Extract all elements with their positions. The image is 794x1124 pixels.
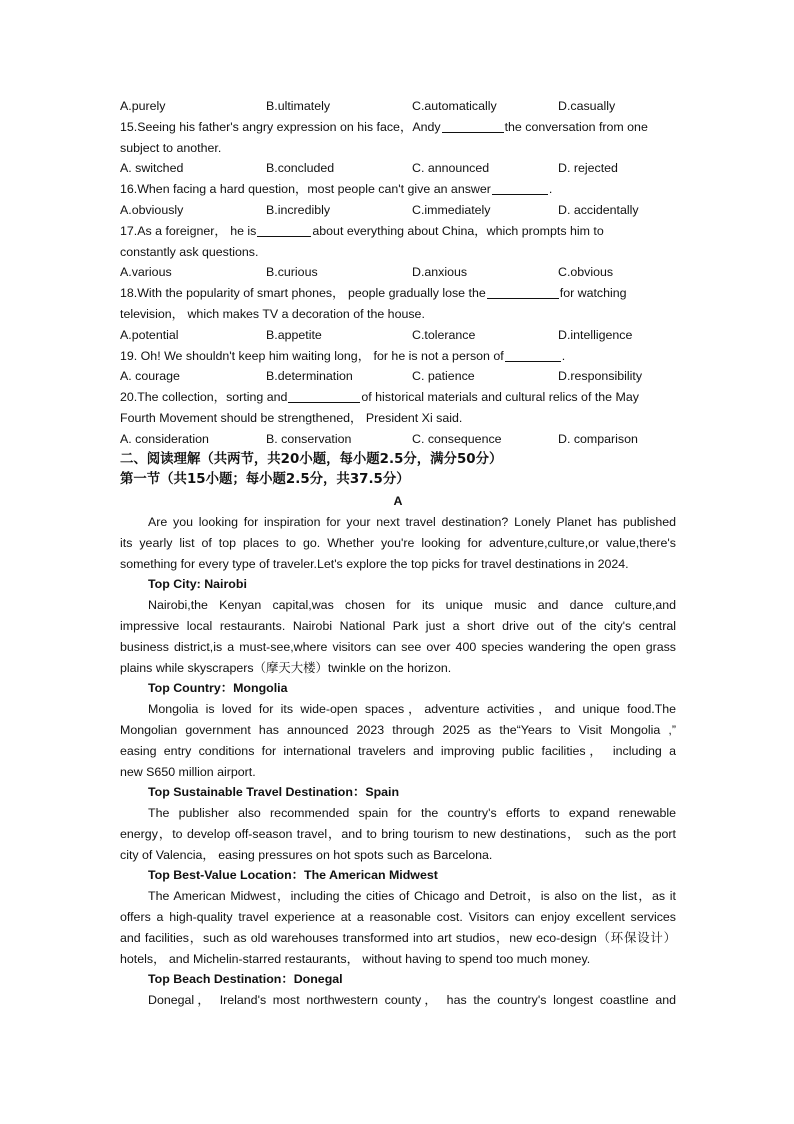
sustainable-line-1: The publisher also recommended spain for the country's efforts to expand renewable xyxy=(148,806,676,821)
q16-option-a[interactable]: A.obviously xyxy=(120,202,184,217)
q15-option-a[interactable]: A. switched xyxy=(120,161,184,176)
beach-subheading: Top Beach Destination：Donegal xyxy=(148,972,343,987)
sustainable-subheading: Top Sustainable Travel Destination：Spain xyxy=(148,785,400,800)
answer-blank xyxy=(442,119,504,133)
q16-option-d[interactable]: D. accidentally xyxy=(558,202,639,217)
value-line-3: and facilities，such as old warehouses transformed into art studios，new eco-design（环保设计） xyxy=(120,930,676,945)
q14-options xyxy=(120,96,676,117)
q18-option-b[interactable]: B.appetite xyxy=(266,327,322,342)
q19-options xyxy=(120,366,676,387)
q20-option-c[interactable]: C. consequence xyxy=(412,431,502,446)
city-line-2: impressive local restaurants. Nairobi National Park just a short drive out of the city's central xyxy=(120,618,676,633)
answer-blank xyxy=(487,285,559,299)
city-line-3: business district,is a must-see,where visitors can see over 400 species wandering the open grass xyxy=(120,639,676,654)
q20-stem-line2: Fourth Movement should be strengthened， President Xi said. xyxy=(120,410,463,425)
q18-option-a[interactable]: A.potential xyxy=(120,327,179,342)
q17-options xyxy=(120,262,676,283)
answer-blank xyxy=(492,181,548,195)
intro-line-3: something for every type of traveler.Let's explore the top picks for travel destinations in 2024. xyxy=(120,556,629,571)
q20-option-d[interactable]: D. comparison xyxy=(558,431,638,446)
answer-blank xyxy=(257,223,311,237)
answer-blank xyxy=(505,348,561,362)
city-line-1: Nairobi,the Kenyan capital,was chosen for its unique music and dance culture,and xyxy=(148,598,676,613)
passage-label: A xyxy=(393,494,403,509)
value-subheading: Top Best-Value Location：The American Midwest xyxy=(148,868,438,883)
part-heading: 第一节（共15小题；每小题2.5分，共37.5分） xyxy=(120,472,410,488)
value-line-4: hotels， and Michelin-starred restaurants， without having to spend too much money. xyxy=(120,951,591,966)
q16-option-b[interactable]: B.incredibly xyxy=(266,202,331,217)
q15-options xyxy=(120,158,676,179)
answer-blank xyxy=(288,389,360,403)
country-line-4: new S650 million airport. xyxy=(120,764,256,779)
q17-option-b[interactable]: B.curious xyxy=(266,265,318,280)
value-line-2: offers a high-quality travel experience at a reasonable cost. Visitors can enjoy excellent services xyxy=(120,910,676,925)
q14-option-c[interactable]: C.automatically xyxy=(412,99,497,113)
q18-option-d[interactable]: D.intelligence xyxy=(558,327,633,342)
q17-option-c[interactable]: C.obvious xyxy=(558,265,614,280)
q17-stem-line2: constantly ask questions. xyxy=(120,244,259,259)
q15-stem-line2: subject to another. xyxy=(120,140,222,155)
q20-options xyxy=(120,429,676,450)
q19-option-c[interactable]: C. patience xyxy=(412,369,475,384)
sustainable-line-2: energy，to develop off-season travel，and to bring tourism to new destinations， such as the port xyxy=(120,826,676,841)
q17-option-a[interactable]: A.various xyxy=(120,265,172,280)
intro-line-1: Are you looking for inspiration for your next travel destination? Lonely Planet has published xyxy=(148,514,676,529)
q17-stem-line1: 17.As a foreigner， he is about everything about China，which prompts him to xyxy=(120,223,604,238)
q20-option-b[interactable]: B. conservation xyxy=(266,431,352,446)
city-subheading: Top City: Nairobi xyxy=(148,577,247,592)
country-subheading: Top Country：Mongolia xyxy=(148,681,288,696)
country-line-3: easing entry conditions for international travelers and improving public facilities， including a xyxy=(120,743,676,758)
intro-line-2: its yearly list of top places to go. Whether you're looking for adventure,culture,or value,there's xyxy=(120,535,676,550)
q18-stem-line2: television， which makes TV a decoration of the house. xyxy=(120,306,425,321)
q15-option-b[interactable]: B.concluded xyxy=(266,161,335,176)
q15-stem-line1: 15.Seeing his father's angry expression on his face，Andy the conversation from one xyxy=(120,119,648,134)
q15-option-c[interactable]: C. announced xyxy=(412,161,490,176)
q19-option-d[interactable]: D.responsibility xyxy=(558,369,643,384)
q18-options xyxy=(120,325,676,346)
sustainable-line-3: city of Valencia， easing pressures on hot spots such as Barcelona. xyxy=(120,847,493,862)
q19-stem: 19. Oh! We shouldn't keep him waiting long， for he is not a person of . xyxy=(120,348,566,363)
q20-option-a[interactable]: A. consideration xyxy=(120,431,209,446)
country-line-1: Mongolia is loved for its wide-open spaces，adventure activities，and unique food.The xyxy=(148,702,676,717)
q18-stem-line1: 18.With the popularity of smart phones， people gradually lose the for watching xyxy=(120,286,627,301)
section-heading: 二、阅读理解（共两节，共20小题，每小题2.5分，满分50分） xyxy=(120,451,503,467)
value-line-1: The American Midwest，including the cities of Chicago and Detroit，is also on the list，as it xyxy=(148,889,676,904)
q20-stem-line1: 20.The collection，sorting and of historical materials and cultural relics of the May xyxy=(120,390,639,405)
q14-option-a[interactable]: A.purely xyxy=(120,99,166,113)
q18-option-c[interactable]: C.tolerance xyxy=(412,327,476,342)
q17-option-d[interactable]: D.anxious xyxy=(412,265,468,280)
city-line-4: plains while skyscrapers（摩天大楼）twinkle on the horizon. xyxy=(120,660,452,675)
q14-option-b[interactable]: B.ultimately xyxy=(266,99,331,113)
q16-options xyxy=(120,200,676,221)
exam-page xyxy=(120,96,676,1011)
q15-option-d[interactable]: D. rejected xyxy=(558,161,618,176)
q14-option-d[interactable]: D.casually xyxy=(558,99,616,113)
q19-option-b[interactable]: B.determination xyxy=(266,369,353,384)
q16-option-c[interactable]: C.immediately xyxy=(412,202,491,217)
q19-option-a[interactable]: A. courage xyxy=(120,369,180,384)
q16-stem: 16.When facing a hard question，most people can't give an answer . xyxy=(120,182,553,197)
country-line-2: Mongolian government has announced 2023 through 2025 as the“Years to Visit Mongolia ,” xyxy=(120,722,676,737)
beach-line-1: Donegal， Ireland's most northwestern county， has the country's longest coastline and xyxy=(148,993,676,1008)
